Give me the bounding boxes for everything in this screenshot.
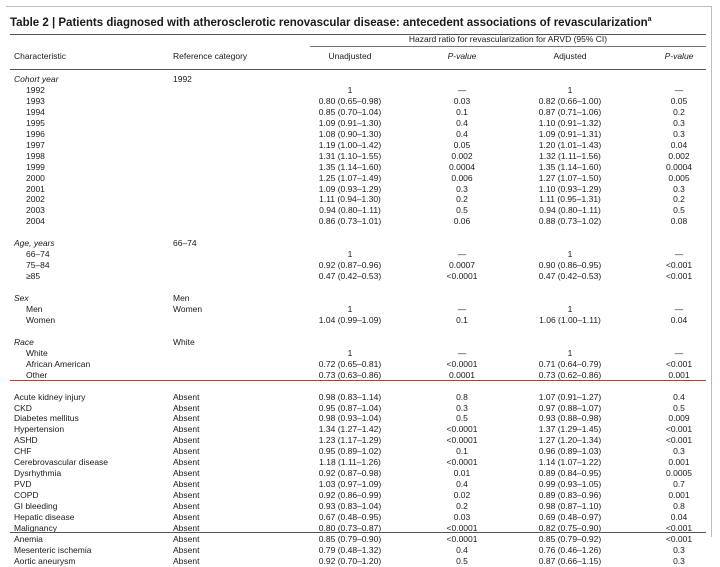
row-characteristic: Men (26, 303, 43, 314)
row-adjusted-hr: 1.20 (1.01–1.43) (538, 139, 602, 150)
row-reference-category: Absent (173, 512, 200, 522)
row-unadjusted-p: 0.3 (456, 402, 468, 413)
title-separator: | (48, 16, 59, 29)
row-unadjusted-hr: 1 (347, 347, 353, 358)
table-row (0, 457, 720, 468)
header-reference-category: Reference category (173, 51, 248, 61)
row-unadjusted-p: <0.0001 (446, 271, 478, 282)
table-row (0, 194, 720, 205)
table-row-spacer (0, 282, 720, 293)
row-adjusted-hr: 0.69 (0.48–0.97) (538, 512, 602, 522)
row-characteristic: 1996 (26, 128, 45, 139)
row-adjusted-p: 0.3 (673, 544, 685, 555)
row-adjusted-hr: 1.10 (0.93–1.29) (538, 183, 602, 194)
row-unadjusted-hr: 0.80 (0.73–0.87) (318, 523, 382, 533)
row-unadjusted-p: 0.5 (456, 555, 468, 566)
row-unadjusted-hr: 0.67 (0.48–0.95) (318, 512, 382, 522)
row-unadjusted-p: <0.0001 (446, 533, 478, 544)
row-characteristic: Race (14, 336, 34, 347)
row-reference-category: Absent (173, 490, 200, 501)
row-unadjusted-hr: 1.03 (0.97–1.09) (318, 479, 382, 490)
row-adjusted-p: 0.4 (673, 391, 685, 402)
row-adjusted-p: 0.001 (668, 490, 690, 501)
table-number: Table 2 (10, 16, 49, 29)
title-text: Patients diagnosed with atherosclerotic renovascular disease: antecedent associations of revascularization (58, 16, 648, 29)
row-unadjusted-p: <0.0001 (446, 358, 478, 369)
row-reference-category: Absent (173, 501, 200, 511)
row-reference-category: Men (173, 293, 190, 303)
row-characteristic: 66–74 (26, 249, 50, 260)
row-unadjusted-p: 0.1 (456, 314, 468, 325)
row-adjusted-hr: 1.27 (1.07–1.50) (538, 172, 602, 183)
row-adjusted-hr: 1.27 (1.20–1.34) (538, 435, 602, 446)
row-unadjusted-hr: 0.92 (0.87–0.98) (318, 468, 382, 479)
row-adjusted-p: 0.3 (673, 446, 685, 457)
row-adjusted-hr: 1.09 (0.91–1.31) (538, 128, 602, 139)
row-unadjusted-hr: 1.18 (1.11–1.26) (319, 457, 381, 468)
row-adjusted-p: 0.08 (670, 216, 688, 227)
row-adjusted-hr: 1.35 (1.14–1.60) (538, 161, 602, 172)
row-unadjusted-hr: 1.23 (1.17–1.29) (318, 435, 382, 446)
row-adjusted-p: 0.05 (670, 95, 688, 106)
row-adjusted-p: 0.04 (670, 139, 688, 150)
row-unadjusted-p: 0.5 (456, 413, 468, 424)
row-characteristic: PVD (14, 479, 32, 490)
table-row (0, 403, 720, 414)
row-reference-category: Absent (173, 479, 200, 490)
table-row (0, 315, 720, 326)
table-row (0, 446, 720, 457)
row-adjusted-p: <0.001 (665, 523, 693, 533)
table-row (0, 468, 720, 479)
table-row-spacer (0, 381, 720, 392)
row-adjusted-p: 0.3 (673, 555, 685, 566)
row-adjusted-hr: 0.82 (0.75–0.90) (538, 523, 602, 533)
row-characteristic: ASHD (14, 435, 38, 446)
row-characteristic: 1999 (26, 161, 45, 172)
row-unadjusted-hr: 0.98 (0.83–1.14) (318, 391, 382, 402)
row-reference-category: Absent (173, 468, 200, 479)
row-adjusted-p: — (674, 249, 684, 260)
row-unadjusted-hr: 0.93 (0.83–1.04) (318, 501, 382, 511)
row-adjusted-p: 0.0005 (666, 468, 692, 479)
row-unadjusted-p: 0.1 (456, 446, 468, 457)
row-unadjusted-hr: 1.09 (0.93–1.29) (318, 183, 382, 194)
row-characteristic: Acute kidney injury (14, 391, 86, 402)
title-footnote-mark: a (647, 16, 652, 23)
row-unadjusted-p: — (457, 249, 467, 260)
row-characteristic: Women (26, 314, 56, 325)
row-adjusted-p: <0.001 (665, 358, 693, 369)
row-characteristic: Age, years (14, 238, 55, 249)
table-row (0, 151, 720, 162)
row-unadjusted-hr: 1.11 (0.94–1.30) (319, 194, 381, 205)
row-reference-category: Absent (173, 533, 200, 544)
row-reference-category: Absent (173, 544, 200, 555)
row-unadjusted-hr: 0.85 (0.79–0.90) (318, 533, 382, 544)
table-row (0, 348, 720, 359)
row-characteristic: CHF (14, 446, 32, 457)
table-row (0, 304, 720, 315)
row-unadjusted-hr: 0.95 (0.89–1.02) (318, 446, 382, 457)
row-adjusted-p: 0.005 (668, 172, 690, 183)
row-characteristic: 2003 (26, 205, 45, 216)
row-characteristic: COPD (14, 490, 39, 501)
table-row (0, 96, 720, 107)
row-unadjusted-hr: 0.79 (0.48–1.32) (318, 544, 382, 555)
row-reference-category: Women (173, 303, 203, 314)
row-adjusted-hr: 1.06 (1.00–1.11) (539, 314, 601, 325)
row-reference-category: 66–74 (173, 238, 197, 249)
row-characteristic: 1997 (26, 139, 45, 150)
row-characteristic: GI bleeding (14, 501, 58, 511)
row-adjusted-hr: 1.32 (1.11–1.56) (539, 150, 601, 161)
row-adjusted-p: <0.001 (665, 260, 693, 271)
row-unadjusted-p: — (457, 85, 467, 95)
row-adjusted-p: — (674, 85, 684, 95)
row-unadjusted-p: 0.03 (453, 512, 471, 522)
row-unadjusted-hr: 0.72 (0.65–0.81) (318, 358, 382, 369)
row-adjusted-hr: 0.73 (0.62–0.86) (538, 369, 602, 380)
table-row (0, 512, 720, 523)
row-adjusted-p: 0.5 (673, 402, 685, 413)
row-adjusted-hr: 0.88 (0.73–1.02) (538, 216, 602, 227)
row-adjusted-hr: 0.96 (0.89–1.03) (538, 446, 602, 457)
row-adjusted-p: 0.001 (668, 457, 690, 468)
table-row (0, 129, 720, 140)
row-characteristic: White (26, 347, 48, 358)
row-characteristic: Hypertension (14, 424, 65, 435)
row-unadjusted-hr: 0.92 (0.70–1.20) (318, 555, 382, 566)
row-adjusted-p: 0.04 (670, 314, 688, 325)
row-reference-category: Absent (173, 555, 200, 566)
row-adjusted-p: 0.2 (673, 106, 685, 117)
row-unadjusted-p: 0.002 (451, 150, 473, 161)
row-characteristic: Diabetes mellitus (14, 413, 79, 424)
row-unadjusted-p: 0.8 (456, 391, 468, 402)
row-adjusted-p: 0.7 (673, 479, 685, 490)
table-row (0, 85, 720, 96)
row-reference-category: Absent (173, 446, 200, 457)
table-row (0, 118, 720, 129)
row-reference-category: Absent (173, 424, 200, 435)
row-adjusted-p: <0.001 (665, 435, 693, 446)
row-unadjusted-hr: 0.94 (0.80–1.11) (319, 205, 381, 216)
row-adjusted-p: 0.3 (673, 183, 685, 194)
row-unadjusted-p: 0.006 (451, 172, 473, 183)
row-adjusted-hr: 0.93 (0.88–0.98) (538, 413, 602, 424)
row-characteristic: Anemia (14, 533, 43, 544)
row-adjusted-p: — (674, 347, 684, 358)
row-characteristic: 2004 (26, 216, 45, 227)
row-adjusted-p: 0.3 (673, 117, 685, 128)
row-adjusted-hr: 0.89 (0.83–0.96) (538, 490, 602, 501)
table-row (0, 490, 720, 501)
row-adjusted-p: 0.009 (668, 413, 690, 424)
row-adjusted-p: 0.0004 (666, 161, 692, 172)
table-row-spacer (0, 326, 720, 337)
row-adjusted-hr: 1.37 (1.29–1.45) (538, 424, 602, 435)
row-unadjusted-p: 0.0001 (449, 369, 475, 380)
row-unadjusted-hr: 0.92 (0.86–0.99) (318, 490, 382, 501)
row-adjusted-hr: 0.85 (0.79–0.92) (538, 533, 602, 544)
row-unadjusted-p: 0.06 (453, 216, 471, 227)
row-unadjusted-hr: 1.09 (0.91–1.30) (318, 117, 382, 128)
row-unadjusted-p: 0.4 (456, 117, 468, 128)
table-row (0, 435, 720, 446)
row-unadjusted-hr: 0.98 (0.93–1.04) (318, 413, 382, 424)
row-adjusted-hr: 0.94 (0.80–1.11) (539, 205, 601, 216)
row-adjusted-hr: 0.97 (0.88–1.07) (538, 402, 602, 413)
row-adjusted-hr: 1.11 (0.95–1.31) (539, 194, 601, 205)
row-unadjusted-hr: 1 (347, 85, 353, 95)
table-row (0, 140, 720, 151)
row-characteristic: African American (26, 358, 91, 369)
table-row (0, 293, 720, 304)
row-unadjusted-hr: 1 (347, 303, 353, 314)
row-unadjusted-p: 0.3 (456, 183, 468, 194)
row-adjusted-hr: 1 (567, 85, 573, 95)
row-adjusted-p: — (674, 303, 684, 314)
row-unadjusted-p: 0.4 (456, 128, 468, 139)
row-unadjusted-hr: 1.35 (1.14–1.60) (318, 161, 382, 172)
table-row (0, 424, 720, 435)
row-reference-category: Absent (173, 391, 200, 402)
header-adjusted: Adjusted (553, 51, 587, 61)
row-characteristic: 1998 (26, 150, 45, 161)
row-unadjusted-p: 0.5 (456, 205, 468, 216)
row-characteristic: 1994 (26, 106, 45, 117)
table-row (0, 534, 720, 545)
row-adjusted-hr: 0.87 (0.71–1.06) (538, 106, 602, 117)
row-adjusted-hr: 0.89 (0.84–0.95) (538, 468, 602, 479)
table-row (0, 205, 720, 216)
row-adjusted-hr: 0.71 (0.64–0.79) (538, 358, 602, 369)
row-unadjusted-hr: 1.25 (1.07–1.49) (318, 172, 382, 183)
row-characteristic: CKD (14, 402, 32, 413)
row-characteristic: Sex (14, 293, 29, 303)
row-unadjusted-hr: 0.92 (0.87–0.96) (318, 260, 382, 271)
row-unadjusted-hr: 1.04 (0.99–1.09) (318, 314, 382, 325)
row-adjusted-hr: 0.98 (0.87–1.10) (538, 501, 602, 511)
row-adjusted-p: <0.001 (665, 271, 693, 282)
row-adjusted-hr: 0.87 (0.66–1.15) (538, 555, 602, 566)
row-reference-category: Absent (173, 402, 200, 413)
row-unadjusted-p: 0.03 (453, 95, 471, 106)
row-characteristic: ≥85 (26, 271, 41, 282)
table-row (0, 392, 720, 403)
row-unadjusted-p: 0.4 (456, 544, 468, 555)
table-row (0, 260, 720, 271)
row-characteristic: 2002 (26, 194, 45, 205)
row-unadjusted-p: <0.0001 (446, 457, 478, 468)
row-unadjusted-p: 0.1 (456, 106, 468, 117)
row-characteristic: Other (26, 369, 48, 380)
row-adjusted-p: 0.002 (668, 150, 690, 161)
row-adjusted-hr: 1.14 (1.07–1.22) (538, 457, 602, 468)
row-unadjusted-p: — (457, 303, 467, 314)
highlight-rule (10, 380, 706, 381)
table-row (0, 184, 720, 195)
row-unadjusted-hr: 0.95 (0.87–1.04) (318, 402, 382, 413)
row-unadjusted-p: 0.0007 (449, 260, 475, 271)
table-row (0, 479, 720, 490)
table-row (0, 238, 720, 249)
row-unadjusted-p: 0.0004 (449, 161, 475, 172)
row-unadjusted-p: <0.0001 (446, 435, 478, 446)
row-reference-category: Absent (173, 523, 200, 533)
row-characteristic: Hepatic disease (14, 512, 75, 522)
row-adjusted-hr: 1 (567, 303, 573, 314)
row-characteristic: 1995 (26, 117, 45, 128)
table-row (0, 74, 720, 85)
row-unadjusted-hr: 1 (347, 249, 353, 260)
row-characteristic: Aortic aneurysm (14, 555, 76, 566)
table-row (0, 216, 720, 227)
row-adjusted-p: 0.3 (673, 128, 685, 139)
table-row (0, 162, 720, 173)
row-characteristic: 2001 (26, 183, 45, 194)
header-unadjusted: Unadjusted (328, 51, 372, 61)
row-characteristic: Dysrhythmia (14, 468, 62, 479)
row-characteristic: 75–84 (26, 260, 50, 271)
row-adjusted-p: 0.5 (673, 205, 685, 216)
table-row (0, 173, 720, 184)
row-adjusted-hr: 0.82 (0.66–1.00) (538, 95, 602, 106)
row-unadjusted-p: 0.02 (453, 490, 471, 501)
row-characteristic: Cohort year (14, 74, 59, 84)
header-p-value-unadjusted: P-value (447, 51, 477, 61)
row-adjusted-hr: 1 (567, 249, 573, 260)
table-row (0, 249, 720, 260)
table-row (0, 359, 720, 370)
row-adjusted-p: 0.04 (670, 512, 688, 522)
table-row (0, 501, 720, 512)
row-unadjusted-p: — (457, 347, 467, 358)
row-characteristic: Mesenteric ischemia (14, 544, 92, 555)
row-unadjusted-p: 0.4 (456, 479, 468, 490)
table-row (0, 337, 720, 348)
row-unadjusted-p: 0.2 (456, 194, 468, 205)
table-row (0, 545, 720, 556)
row-unadjusted-hr: 0.85 (0.70–1.04) (318, 106, 382, 117)
row-characteristic: 1993 (26, 95, 45, 106)
row-unadjusted-hr: 0.47 (0.42–0.53) (318, 271, 382, 282)
row-adjusted-hr: 0.99 (0.93–1.05) (538, 479, 602, 490)
row-adjusted-p: <0.001 (665, 424, 693, 435)
table-row (0, 370, 720, 381)
row-adjusted-p: <0.001 (665, 533, 693, 544)
row-reference-category: Absent (173, 457, 200, 468)
row-adjusted-hr: 1.07 (0.91–1.27) (538, 391, 602, 402)
row-characteristic: 1992 (26, 85, 45, 95)
row-adjusted-hr: 0.76 (0.46–1.26) (538, 544, 602, 555)
table-row (0, 271, 720, 282)
row-adjusted-hr: 0.47 (0.42–0.53) (538, 271, 602, 282)
table-row-spacer (0, 227, 720, 238)
row-unadjusted-hr: 0.86 (0.73–1.01) (318, 216, 382, 227)
row-adjusted-p: 0.001 (668, 369, 690, 380)
row-adjusted-hr: 1.10 (0.91–1.32) (538, 117, 602, 128)
row-characteristic: Malignancy (14, 523, 57, 533)
row-unadjusted-p: <0.0001 (446, 523, 478, 533)
bottom-rule (10, 532, 706, 533)
row-unadjusted-hr: 1.19 (1.00–1.42) (318, 139, 382, 150)
row-reference-category: Absent (173, 435, 200, 446)
row-unadjusted-p: <0.0001 (446, 424, 478, 435)
header-p-value-adjusted: P-value (664, 51, 694, 61)
row-unadjusted-hr: 1.08 (0.90–1.30) (318, 128, 382, 139)
header-characteristic: Characteristic (14, 51, 66, 61)
row-reference-category: White (173, 336, 195, 347)
table-row (0, 413, 720, 424)
table-row (0, 107, 720, 118)
row-unadjusted-hr: 0.73 (0.63–0.86) (318, 369, 382, 380)
row-adjusted-hr: 0.90 (0.86–0.95) (538, 260, 602, 271)
row-unadjusted-p: 0.2 (456, 501, 468, 511)
row-unadjusted-hr: 0.80 (0.65–0.98) (318, 95, 382, 106)
row-reference-category: Absent (173, 413, 200, 424)
row-characteristic: 2000 (26, 172, 45, 183)
row-reference-category: 1992 (173, 74, 192, 84)
hazard-ratio-spanner: Hazard ratio for revascularization for ARVD (95% CI) (408, 34, 608, 44)
row-adjusted-p: 0.2 (673, 194, 685, 205)
row-adjusted-hr: 1 (567, 347, 573, 358)
row-unadjusted-hr: 1.34 (1.27–1.42) (318, 424, 382, 435)
row-unadjusted-p: 0.01 (453, 468, 471, 479)
row-adjusted-p: 0.8 (673, 501, 685, 511)
row-unadjusted-p: 0.05 (453, 139, 471, 150)
row-unadjusted-hr: 1.31 (1.10–1.55) (318, 150, 382, 161)
table-row (0, 556, 720, 567)
row-characteristic: Cerebrovascular disease (14, 457, 109, 468)
